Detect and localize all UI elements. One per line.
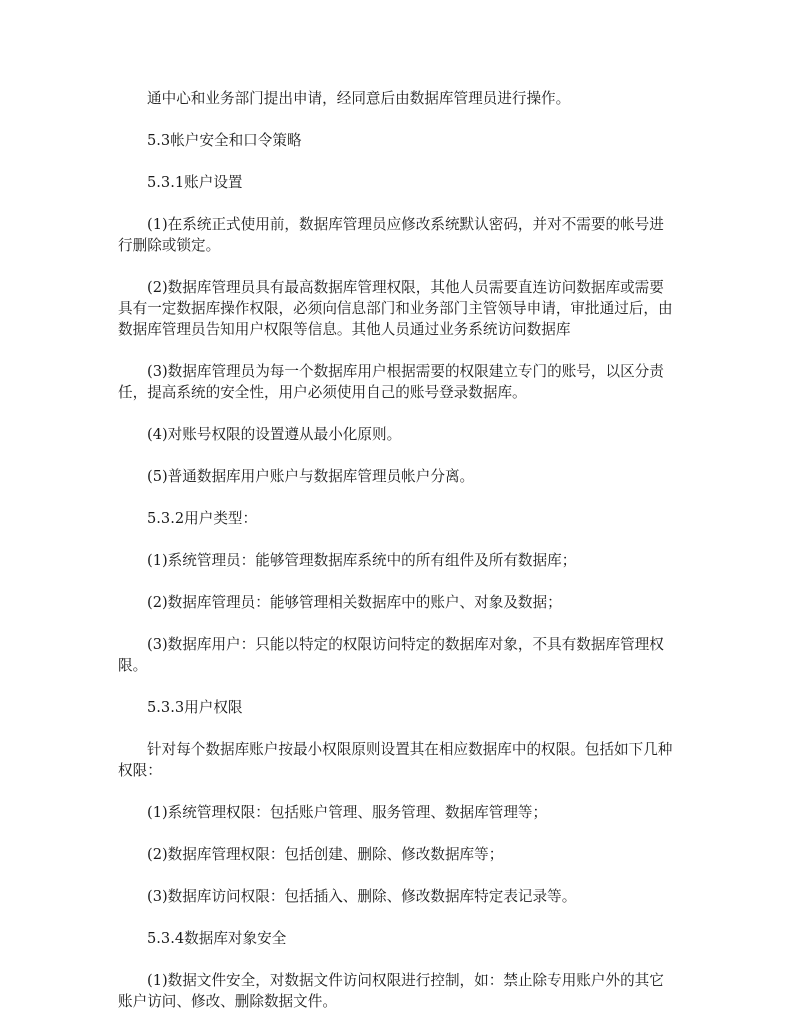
- section-heading-5-3-1: 5.3.1账户设置: [147, 174, 243, 191]
- paragraph-item: (3)数据库管理员为每一个数据库用户根据需要的权限建立专门的账号，以区分责任，提高系统的安全性，用户必须使用自己的账号登录数据库。: [118, 363, 664, 401]
- section-heading-5-3: 5.3帐户安全和口令策略: [147, 132, 302, 149]
- section-heading-5-3-2: 5.3.2用户类型：: [147, 510, 258, 527]
- section-heading-5-3-4: 5.3.4数据库对象安全: [147, 930, 287, 947]
- paragraph-body: 针对每个数据库账户按最小权限原则设置其在相应数据库中的权限。包括如下几种权限：: [118, 741, 673, 779]
- paragraph-item: (1)在系统正式使用前，数据库管理员应修改系统默认密码，并对不需要的帐号进行删除或锁定。: [118, 216, 664, 254]
- paragraph-item: (2)数据库管理员：能够管理相关数据库中的账户、对象及数据；: [147, 594, 562, 611]
- paragraph-item: (1)数据文件安全，对数据文件访问权限进行控制，如：禁止除专用账户外的其它账户访问、修改、删除数据文件。: [118, 972, 664, 1010]
- paragraph-continuation: 通中心和业务部门提出申请，经同意后由数据库管理员进行操作。: [147, 90, 571, 107]
- section-heading-5-3-3: 5.3.3用户权限: [147, 699, 243, 716]
- paragraph-item: (4)对账号权限的设置遵从最小化原则。: [147, 426, 402, 443]
- paragraph-item: (1)系统管理权限：包括账户管理、服务管理、数据库管理等；: [147, 804, 548, 821]
- paragraph-item: (1)系统管理员：能够管理数据库系统中的所有组件及所有数据库；: [147, 552, 577, 569]
- paragraph-item: (2)数据库管理权限：包括创建、删除、修改数据库等；: [147, 846, 504, 863]
- paragraph-item: (3)数据库用户：只能以特定的权限访问特定的数据库对象，不具有数据库管理权限。: [118, 636, 664, 674]
- paragraph-item: (2)数据库管理员具有最高数据库管理权限，其他人员需要直连访问数据库或需要具有一定数据库操作权限，必须向信息部门和业务部门主管领导申请，审批通过后，由数据库管理员告知用户权限等信息。其他人员通过业务系统访问数据库: [118, 279, 673, 338]
- paragraph-item: (5)普通数据库用户账户与数据库管理员帐户分离。: [147, 468, 475, 485]
- paragraph-item: (3)数据库访问权限：包括插入、删除、修改数据库特定表记录等。: [147, 888, 577, 905]
